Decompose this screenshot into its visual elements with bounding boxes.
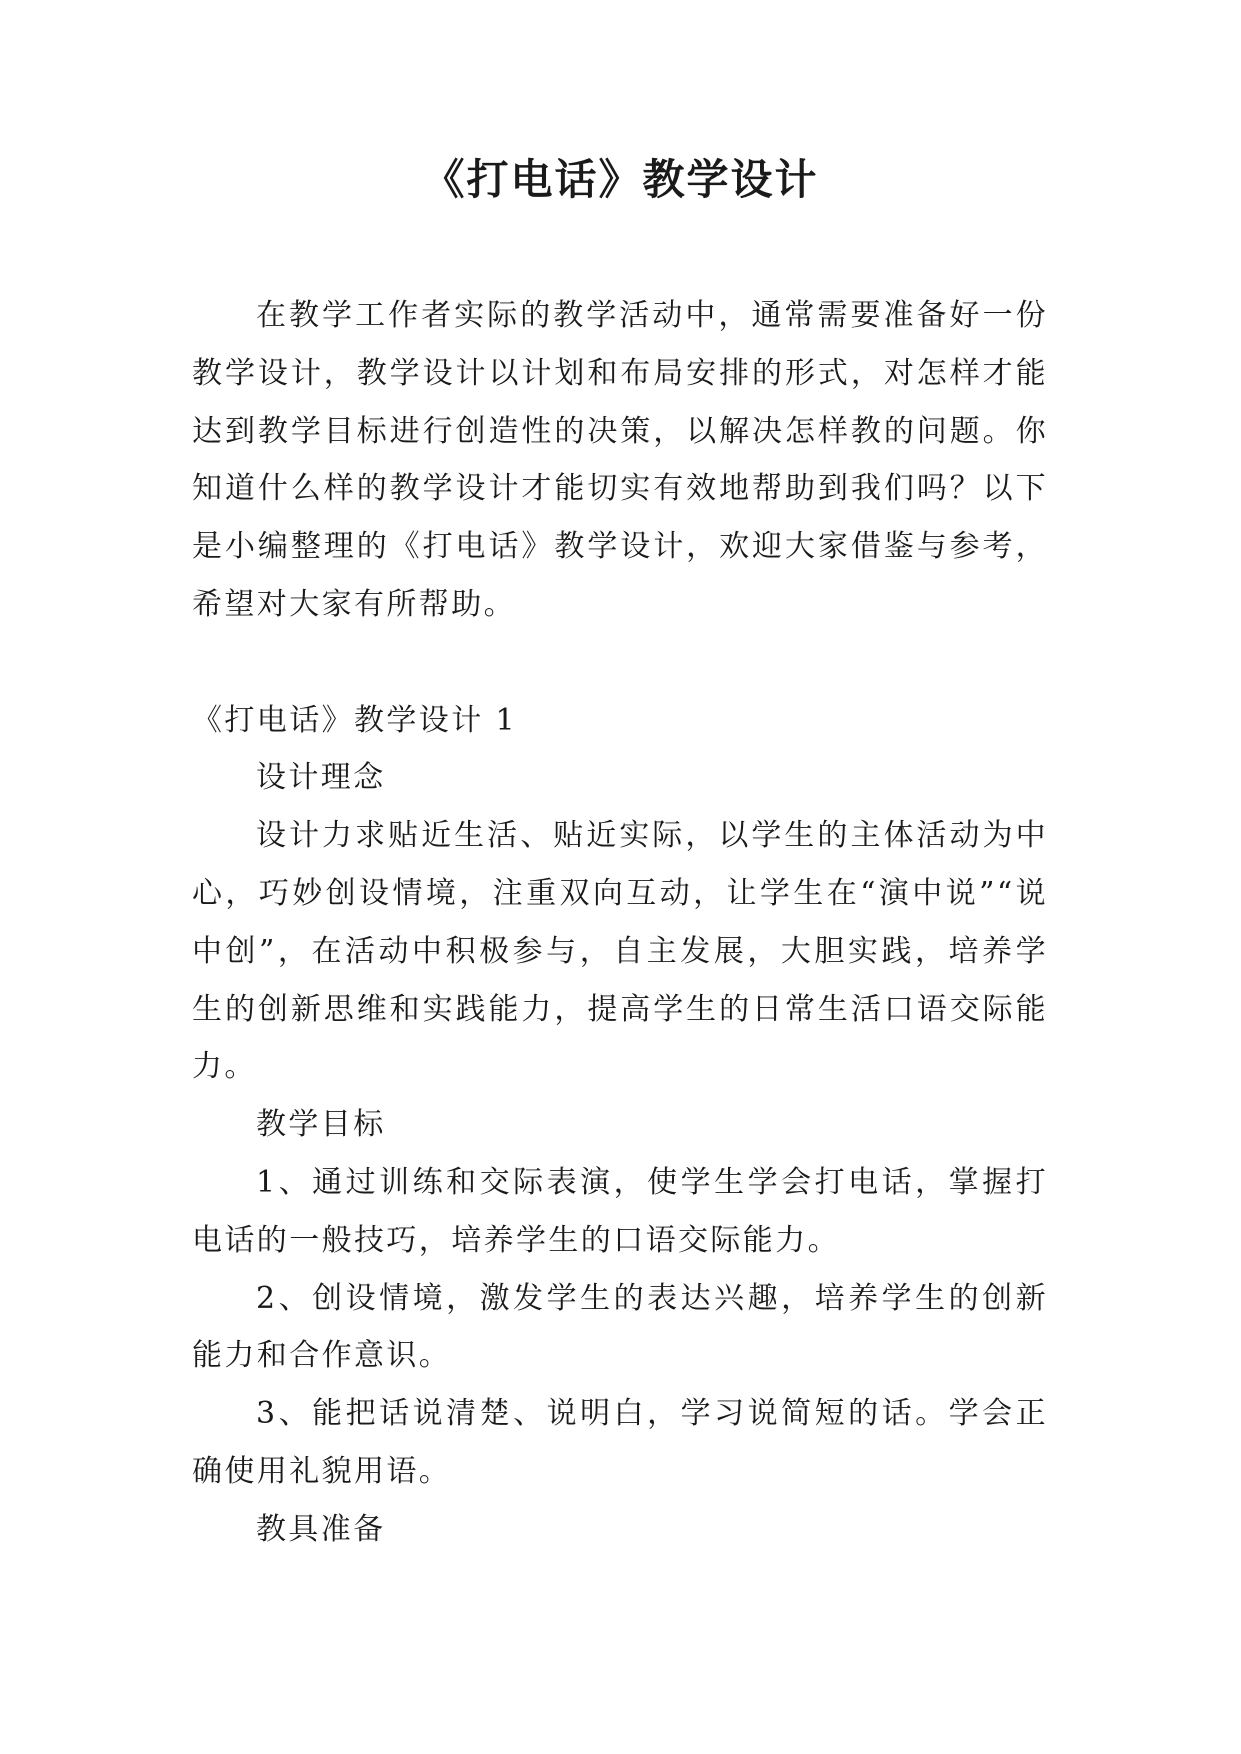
intro-paragraph: 在教学工作者实际的教学活动中，通常需要准备好一份教学设计，教学设计以计划和布局安排的形式，对怎样才能达到教学目标进行创造性的决策，以解决怎样教的问题。你知道什么样的教学设计才能切实有效地帮助到我们吗？以下是小编整理的《打电话》教学设计，欢迎大家借鉴与参考，希望对大家有所帮助。 <box>192 298 1048 622</box>
document-body <box>192 287 1048 1559</box>
document-title: 《打电话》教学设计 <box>422 155 819 204</box>
teaching-goal-item: 2、创设情境，激发学生的表达兴趣，培养学生的创新能力和合作意识。 <box>192 1280 1048 1374</box>
teaching-materials-label: 教具准备 <box>256 1511 386 1547</box>
design-concept-label: 设计理念 <box>256 760 386 796</box>
teaching-goal-item: 3、能把话说清楚、说明白，学习说简短的话。学会正确使用礼貌用语。 <box>192 1396 1048 1489</box>
design-concept-paragraph: 设计力求贴近生活、贴近实际，以学生的主体活动为中心，巧妙创设情境，注重双向互动，让学生在“演中说”“说中创”，在活动中积极参与，自主发展，大胆实践，培养学生的创新思维和实践能力，提高学生的日常生活口语交际能力。 <box>192 818 1048 1085</box>
section-heading: 《打电话》教学设计 1 <box>192 702 518 738</box>
teaching-goal-item: 1、通过训练和交际表演，使学生学会打电话，掌握打电话的一般技巧，培养学生的口语交际能力。 <box>192 1164 1048 1258</box>
teaching-goals-label: 教学目标 <box>256 1107 386 1143</box>
